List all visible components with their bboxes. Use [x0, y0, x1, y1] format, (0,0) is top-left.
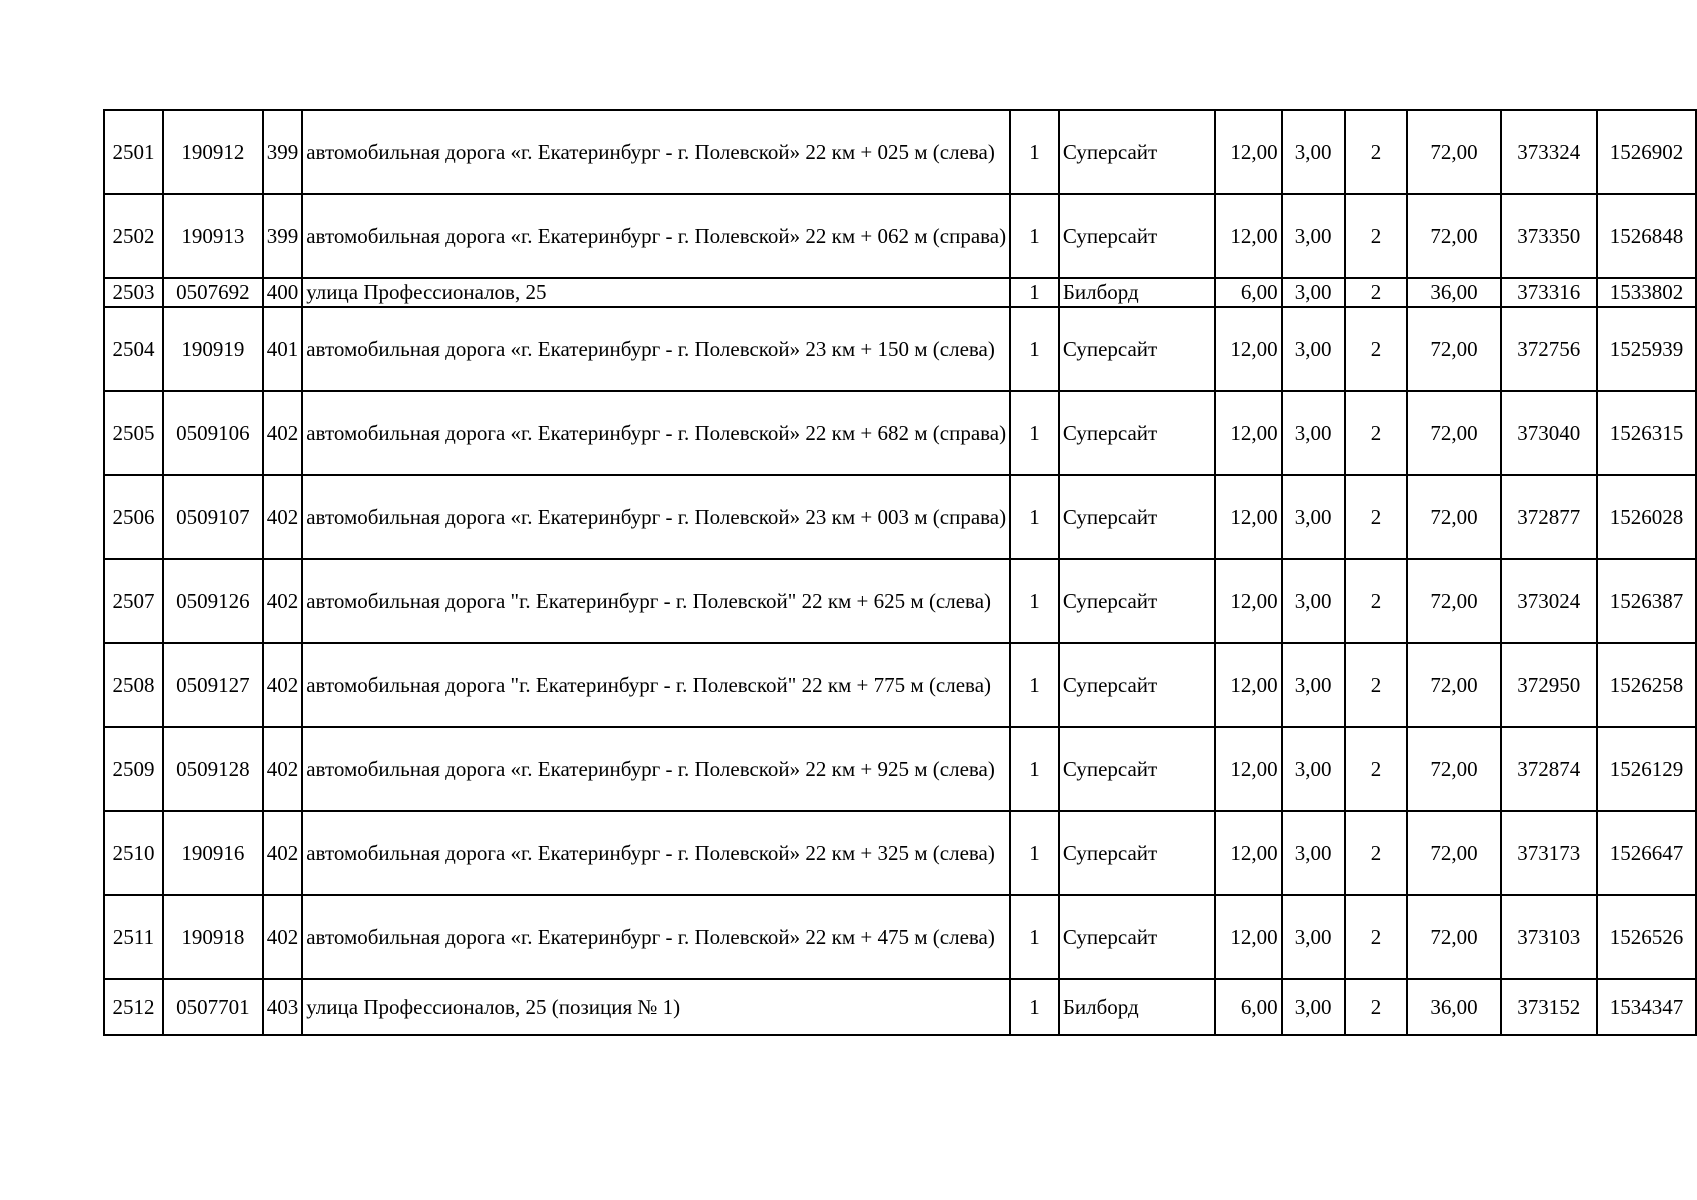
cell-index: 2503	[104, 278, 163, 307]
table-row	[104, 895, 1696, 979]
cell-coord-x: 373103	[1501, 895, 1597, 979]
cell-address: автомобильная дорога "г. Екатеринбург - г. Полевской" 22 км + 775 м (слева)	[302, 643, 1010, 727]
cell-code: 0509107	[163, 475, 263, 559]
cell-quantity: 1	[1010, 643, 1059, 727]
cell-address: улица Профессионалов, 25 (позиция № 1)	[302, 979, 1010, 1035]
cell-index: 2505	[104, 391, 163, 475]
cell-sides: 2	[1345, 194, 1408, 278]
cell-coord-y: 1525939	[1597, 307, 1696, 391]
cell-quantity: 1	[1010, 278, 1059, 307]
cell-index: 2509	[104, 727, 163, 811]
cell-width: 12,00	[1215, 727, 1281, 811]
cell-number: 402	[263, 391, 303, 475]
cell-coord-y: 1526315	[1597, 391, 1696, 475]
cell-quantity: 1	[1010, 307, 1059, 391]
cell-address: автомобильная дорога «г. Екатеринбург - г. Полевской» 22 км + 025 м (слева)	[302, 110, 1010, 194]
cell-type: Суперсайт	[1059, 391, 1216, 475]
cell-coord-y: 1526902	[1597, 110, 1696, 194]
cell-height: 3,00	[1282, 727, 1345, 811]
cell-code: 190919	[163, 307, 263, 391]
cell-area: 72,00	[1407, 110, 1500, 194]
cell-number: 402	[263, 643, 303, 727]
cell-area: 72,00	[1407, 727, 1500, 811]
cell-index: 2508	[104, 643, 163, 727]
cell-width: 12,00	[1215, 391, 1281, 475]
cell-quantity: 1	[1010, 559, 1059, 643]
table-row	[104, 194, 1696, 278]
cell-area: 72,00	[1407, 811, 1500, 895]
cell-index: 2511	[104, 895, 163, 979]
cell-coord-y: 1526526	[1597, 895, 1696, 979]
cell-code: 0509128	[163, 727, 263, 811]
cell-sides: 2	[1345, 727, 1408, 811]
cell-quantity: 1	[1010, 979, 1059, 1035]
cell-sides: 2	[1345, 643, 1408, 727]
cell-coord-x: 373173	[1501, 811, 1597, 895]
cell-height: 3,00	[1282, 979, 1345, 1035]
cell-height: 3,00	[1282, 643, 1345, 727]
cell-address: автомобильная дорога «г. Екатеринбург - г. Полевской» 23 км + 003 м (справа)	[302, 475, 1010, 559]
cell-coord-x: 373350	[1501, 194, 1597, 278]
cell-address: улица Профессионалов, 25	[302, 278, 1010, 307]
cell-area: 72,00	[1407, 475, 1500, 559]
cell-height: 3,00	[1282, 278, 1345, 307]
cell-sides: 2	[1345, 110, 1408, 194]
cell-type: Суперсайт	[1059, 811, 1216, 895]
cell-sides: 2	[1345, 559, 1408, 643]
cell-type: Билборд	[1059, 278, 1216, 307]
cell-height: 3,00	[1282, 307, 1345, 391]
cell-width: 12,00	[1215, 559, 1281, 643]
cell-coord-y: 1526848	[1597, 194, 1696, 278]
cell-code: 0509127	[163, 643, 263, 727]
cell-area: 36,00	[1407, 278, 1500, 307]
cell-index: 2501	[104, 110, 163, 194]
cell-number: 399	[263, 194, 303, 278]
cell-coord-y: 1526028	[1597, 475, 1696, 559]
cell-index: 2512	[104, 979, 163, 1035]
table-row	[104, 278, 1696, 307]
table-row	[104, 811, 1696, 895]
advertising-structures-table	[103, 109, 1697, 1036]
cell-area: 72,00	[1407, 307, 1500, 391]
cell-height: 3,00	[1282, 194, 1345, 278]
cell-number: 402	[263, 727, 303, 811]
cell-number: 402	[263, 559, 303, 643]
cell-width: 6,00	[1215, 278, 1281, 307]
cell-type: Суперсайт	[1059, 307, 1216, 391]
cell-coord-x: 373152	[1501, 979, 1597, 1035]
table-row	[104, 391, 1696, 475]
cell-index: 2507	[104, 559, 163, 643]
cell-width: 12,00	[1215, 475, 1281, 559]
cell-number: 403	[263, 979, 303, 1035]
cell-number: 402	[263, 895, 303, 979]
cell-coord-x: 372874	[1501, 727, 1597, 811]
cell-coord-y: 1526258	[1597, 643, 1696, 727]
cell-height: 3,00	[1282, 391, 1345, 475]
cell-area: 72,00	[1407, 559, 1500, 643]
cell-coord-x: 373316	[1501, 278, 1597, 307]
cell-width: 12,00	[1215, 110, 1281, 194]
cell-sides: 2	[1345, 391, 1408, 475]
cell-number: 401	[263, 307, 303, 391]
cell-code: 190918	[163, 895, 263, 979]
cell-code: 0507701	[163, 979, 263, 1035]
cell-coord-y: 1526129	[1597, 727, 1696, 811]
cell-type: Суперсайт	[1059, 110, 1216, 194]
cell-address: автомобильная дорога «г. Екатеринбург - г. Полевской» 22 км + 682 м (справа)	[302, 391, 1010, 475]
cell-quantity: 1	[1010, 727, 1059, 811]
cell-height: 3,00	[1282, 895, 1345, 979]
cell-area: 72,00	[1407, 391, 1500, 475]
cell-width: 6,00	[1215, 979, 1281, 1035]
cell-quantity: 1	[1010, 811, 1059, 895]
cell-type: Билборд	[1059, 979, 1216, 1035]
cell-number: 402	[263, 475, 303, 559]
cell-address: автомобильная дорога "г. Екатеринбург - г. Полевской" 22 км + 625 м (слева)	[302, 559, 1010, 643]
cell-width: 12,00	[1215, 895, 1281, 979]
cell-area: 72,00	[1407, 194, 1500, 278]
cell-type: Суперсайт	[1059, 643, 1216, 727]
cell-coord-x: 373324	[1501, 110, 1597, 194]
cell-coord-x: 372877	[1501, 475, 1597, 559]
cell-type: Суперсайт	[1059, 727, 1216, 811]
cell-width: 12,00	[1215, 307, 1281, 391]
cell-number: 402	[263, 811, 303, 895]
cell-sides: 2	[1345, 475, 1408, 559]
table-row	[104, 307, 1696, 391]
cell-coord-x: 372756	[1501, 307, 1597, 391]
cell-area: 72,00	[1407, 895, 1500, 979]
cell-type: Суперсайт	[1059, 559, 1216, 643]
cell-type: Суперсайт	[1059, 895, 1216, 979]
cell-coord-y: 1526647	[1597, 811, 1696, 895]
cell-height: 3,00	[1282, 559, 1345, 643]
cell-sides: 2	[1345, 307, 1408, 391]
cell-height: 3,00	[1282, 475, 1345, 559]
cell-sides: 2	[1345, 895, 1408, 979]
cell-sides: 2	[1345, 811, 1408, 895]
cell-coord-x: 373024	[1501, 559, 1597, 643]
table-row	[104, 559, 1696, 643]
cell-address: автомобильная дорога «г. Екатеринбург - г. Полевской» 22 км + 062 м (справа)	[302, 194, 1010, 278]
cell-code: 190913	[163, 194, 263, 278]
cell-coord-x: 372950	[1501, 643, 1597, 727]
cell-coord-y: 1533802	[1597, 278, 1696, 307]
cell-quantity: 1	[1010, 391, 1059, 475]
cell-quantity: 1	[1010, 194, 1059, 278]
table-row	[104, 643, 1696, 727]
cell-sides: 2	[1345, 278, 1408, 307]
cell-quantity: 1	[1010, 475, 1059, 559]
cell-index: 2502	[104, 194, 163, 278]
table-row	[104, 727, 1696, 811]
cell-coord-y: 1534347	[1597, 979, 1696, 1035]
cell-number: 400	[263, 278, 303, 307]
cell-type: Суперсайт	[1059, 194, 1216, 278]
cell-index: 2504	[104, 307, 163, 391]
spreadsheet-page	[103, 109, 1697, 1036]
cell-area: 72,00	[1407, 643, 1500, 727]
cell-code: 0507692	[163, 278, 263, 307]
cell-address: автомобильная дорога «г. Екатеринбург - г. Полевской» 22 км + 475 м (слева)	[302, 895, 1010, 979]
cell-height: 3,00	[1282, 811, 1345, 895]
cell-address: автомобильная дорога «г. Екатеринбург - г. Полевской» 22 км + 925 м (слева)	[302, 727, 1010, 811]
cell-coord-y: 1526387	[1597, 559, 1696, 643]
cell-area: 36,00	[1407, 979, 1500, 1035]
cell-code: 190912	[163, 110, 263, 194]
cell-address: автомобильная дорога «г. Екатеринбург - г. Полевской» 23 км + 150 м (слева)	[302, 307, 1010, 391]
table-row	[104, 979, 1696, 1035]
cell-index: 2506	[104, 475, 163, 559]
cell-code: 190916	[163, 811, 263, 895]
cell-width: 12,00	[1215, 194, 1281, 278]
cell-width: 12,00	[1215, 643, 1281, 727]
cell-index: 2510	[104, 811, 163, 895]
cell-code: 0509126	[163, 559, 263, 643]
cell-height: 3,00	[1282, 110, 1345, 194]
cell-number: 399	[263, 110, 303, 194]
cell-sides: 2	[1345, 979, 1408, 1035]
cell-width: 12,00	[1215, 811, 1281, 895]
table-row	[104, 110, 1696, 194]
cell-code: 0509106	[163, 391, 263, 475]
cell-quantity: 1	[1010, 110, 1059, 194]
table-body	[104, 110, 1696, 1035]
table-row	[104, 475, 1696, 559]
cell-quantity: 1	[1010, 895, 1059, 979]
cell-coord-x: 373040	[1501, 391, 1597, 475]
cell-type: Суперсайт	[1059, 475, 1216, 559]
cell-address: автомобильная дорога «г. Екатеринбург - г. Полевской» 22 км + 325 м (слева)	[302, 811, 1010, 895]
